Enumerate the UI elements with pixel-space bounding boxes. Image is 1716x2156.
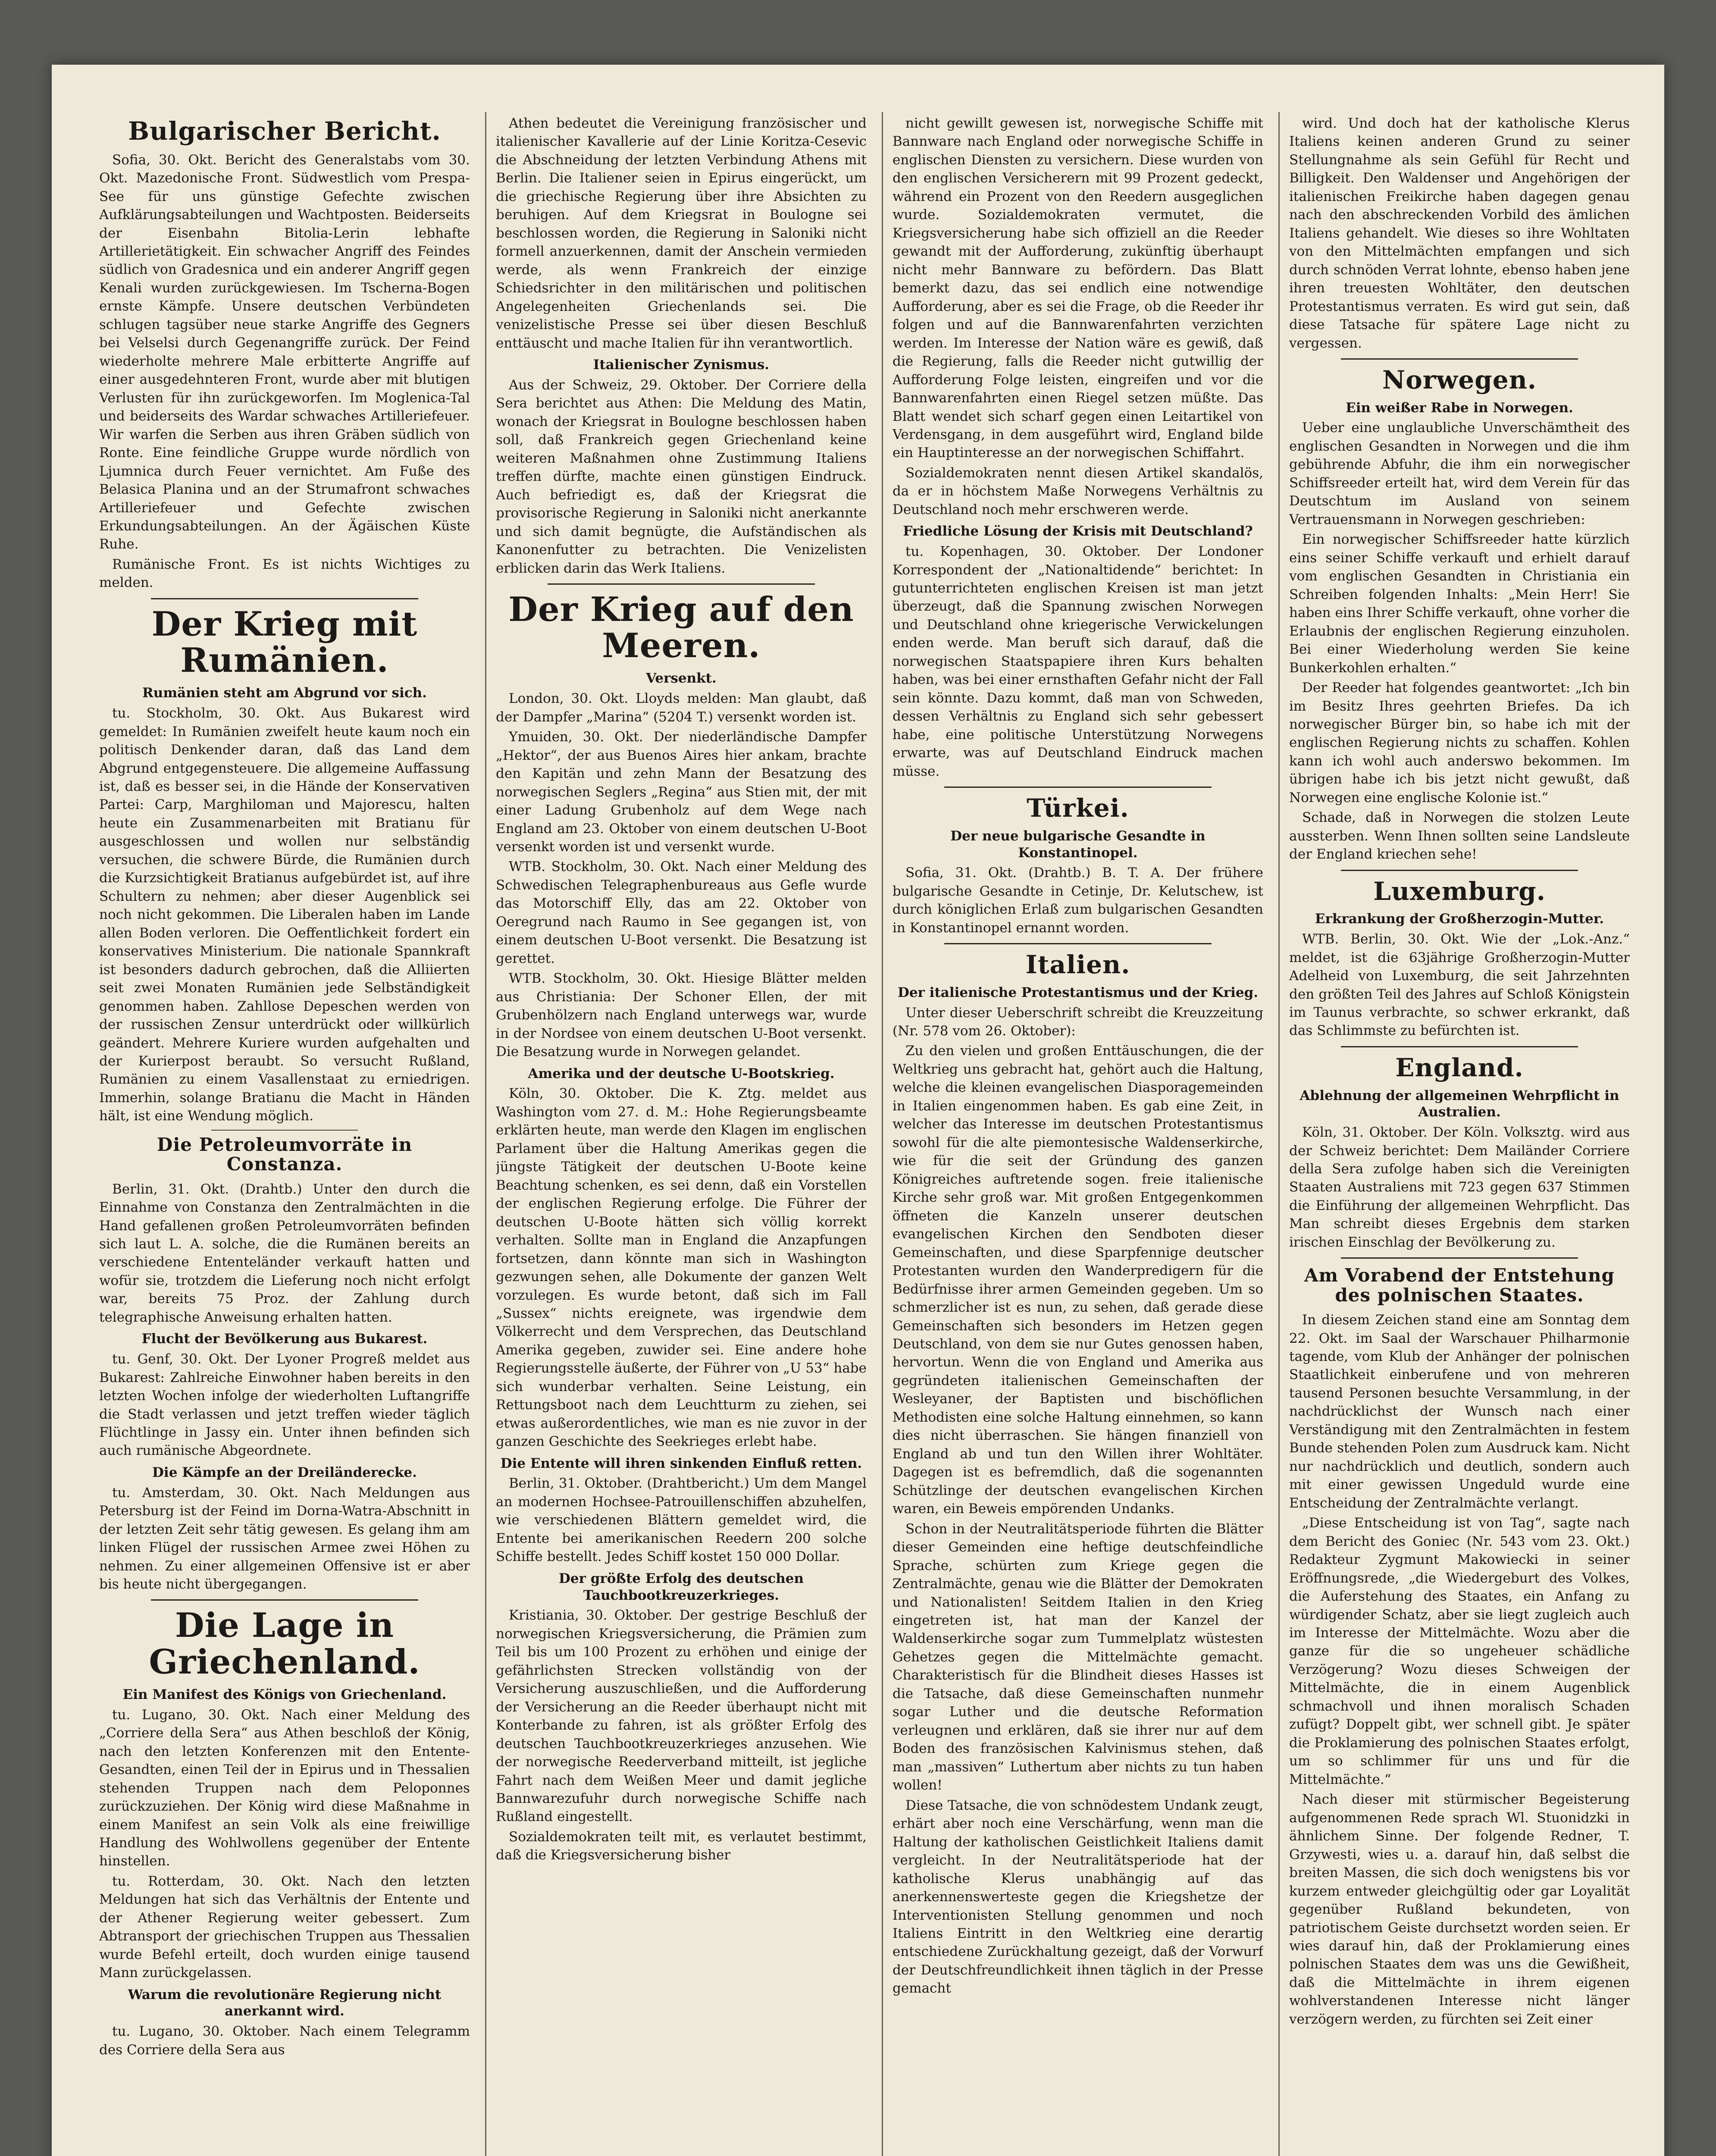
headline-england: England. [1395,1053,1524,1082]
article-paragraph: tu. Rotterdam, 30. Okt. Nach den letzten Meldungen hat sich das Verhältnis der Entente und der Athener Regierung weiter gebessert. Zum Abtransport der griechischen Truppen aus Thessalien wurde Befehl erteilt, doch wurden einige tausend Mann zurückgelassen. [99,1873,470,1981]
article-paragraph: Sofia, 30. Okt. Bericht des Generalstabs vom 30. Okt. Mazedonische Front. Südwestlich vom Prespa-See für uns günstige Gefechte zwischen Aufklärungsabteilungen und Wachtposten. Beiderseits der Eisenbahn Bitolia-Lerin lebhafte Artillerietätigkeit. Ein schwacher Angriff des Feindes südlich von Gradesnica und ein anderer Angriff gegen Kenali wurden zurückgewiesen. Im Tscherna-Bogen ernste Kämpfe. Unsere deutschen Verbündeten schlugen tagsüber neue starke Angriffe des Gegners bei Velselsi durch Gegenangriffe zurück. Der Feind wiederholte mehrere Male erbitterte Angriffe auf einer ausgedehnteren Front, wurde aber mit blutigen Verlusten für ihn zurückgeworfen. Im Moglenica-Tal und beiderseits des Wardar schwaches Artilleriefeuer. Wir warfen die Serben aus ihren Gräben südlich von Ronte. Eine feindliche Gruppe wurde nördlich von Ljumnica durch Feuer vernichtet. Am Fuße des Belasica Planina und an der Strumafront schwaches Artilleriefeuer und Gefechte zwischen Erkundungsabteilungen. An der Ägäischen Küste Ruhe. [99,152,470,552]
subheading: Warum die revolutionäre Regierung nicht anerkannt wird. [128,1987,442,2019]
subheading: Die Kämpfe an der Dreiländerecke. [152,1464,417,1480]
divider [151,1599,418,1601]
article-paragraph: In diesem Zeichen stand eine am Sonntag dem 22. Okt. im Saal der Warschauer Philharmonie tagende, vom Klub der Anhänger der polnischen Staatlichkeit einberufene und von mehreren tausend Personen besuchte Versammlung, in der nachdrücklichst der Wunsch nach einer Verständigung mit den Zentralmächten in festem Bunde stehenden Polen zum Ausdruck kam. Nicht nur nachdrücklich und deutlich, sondern auch mit einer gewissen Ungeduld wurde eine Entscheidung der Zentralmächte verlangt. [1289,1312,1630,1511]
article-paragraph: Aus der Schweiz, 29. Oktober. Der Corriere della Sera berichtet aus Athen: Die Meldung des Matin, wonach der Kriegsrat in Boulogne beschlossen haben soll, daß Frankreich gegen Griechenland keine weiteren Maßnahmen ohne Zustimmung Italiens treffen dürfte, machte einen günstigen Eindruck. Auch befriedigt es, daß der Kriegsrat die provisorische Regierung in Saloniki nicht anerkannte und sich damit begnügte, die Aufständischen als Kanonenfutter zu betrachten. Die Venizelisten erblicken darin das Werk Italiens. [496,377,867,576]
subheading: Ein Manifest des Königs von Griechenland. [122,1686,447,1702]
subheading: Der neue bulgarische Gesandte in Konstantinopel. [950,828,1206,861]
article-paragraph: WTB. Stockholm, 30. Okt. Hiesige Blätter melden aus Christiania: Der Schoner Ellen, der mit Grubenhölzern nach England unterwegs war, wurde in der Nordsee von einem deutschen U-Boot versenkt. Die Besatzung wurde in Norwegen gelandet. [496,971,867,1060]
article-paragraph: Sozialdemokraten nennt diesen Artikel skandalös, da er in höchstem Maße Norwegens Verhältnis zu Deutschland noch mehr erschweren werde. [892,465,1263,517]
article-paragraph: Nach dieser mit stürmischer Begeisterung aufgenommenen Rede sprach Wl. Stuonidzki in ähnlichem Sinne. Der folgende Redner, T. Grzywesti, wies u. a. darauf hin, daß selbst die breiten Massen, die sich doch wenigstens bis vor kurzem entweder gleichgültig oder gar Loyalität gegenüber Rußland bekundeten, von patriotischem Geiste durchsetzt worden seien. Er wies darauf hin, daß der Proklamierung eines polnischen Staates dem was uns die Gewißheit, daß die Mittelmächte in ihrem eigenen wohlverstandenen Interesse nicht länger verzögern werden, zu fürchten sei Zeit einer [1289,1792,1630,2027]
article-paragraph: tu. Kopenhagen, 30. Oktober. Der Londoner Korrespondent der „Nationaltidende“ berichtet: In gutunterrichteten englischen Kreisen ist man jetzt überzeugt, daß die Spannung zwischen Norwegen und Deutschland ohne kriegerische Verwickelungen enden werde. Man beruft sich darauf, daß die norwegischen Staatspapiere ihren Kurs behalten haben, was bei einer ernsthaften Gefahr nicht der Fall sein könnte. Dazu kommt, daß man von Schweden, dessen Verhältnis zu England sich sehr gebessert habe, eine politische Unterstützung Norwegens erwarte, was auf Deutschland Eindruck machen müsse. [892,544,1263,779]
article-paragraph: Schade, daß in Norwegen die stolzen Leute aussterben. Wenn Ihnen sollten seine Landsleute der England kriechen sehe! [1289,810,1630,862]
article-paragraph: WTB. Berlin, 30. Okt. Wie der „Lok.-Anz.“ meldet, ist die 63jährige Großherzogin-Mutter Adelheid von Luxemburg, die seit Jahrzehnten den größten Teil des Jahres auf Schloß Königstein im Taunus verbrachte, so schwer erkrankt, daß das Schlimmste zu befürchten ist. [1289,931,1630,1039]
subheading: Der italienische Protestantismus und der Krieg. [897,984,1259,1000]
headline-lage-griechenland: Die Lage in Griechenland. [149,1606,420,1682]
headline-norwegen: Norwegen. [1382,365,1537,395]
headline-italien: Italien. [1025,950,1130,980]
article-paragraph: Köln, 31. Oktober. Der Köln. Volksztg. wird aus der Schweiz berichtet: Dem Mailänder Corriere della Sera zufolge haben sich die Vereinigten Staaten Australiens mit 723 gegen 637 Stimmen die Einführung der allgemeinen Wehrpflicht. Das Man schreibt dieses Ergebnis dem starken irischen Einschlag der Bevölkerung zu. [1289,1125,1630,1250]
newspaper-page [52,65,1664,2156]
divider [944,943,1212,944]
article-paragraph: Schon in der Neutralitätsperiode führten die Blätter dieser Gemeinden eine heftige deutschfeindliche Sprache, schürten zum Kriege gegen die Zentralmächte, genau wie die Blätter der Demokraten und Nationalisten! Seitdem Italien in den Krieg eingetreten ist, hat man der Kanzel der Waldenserkirche sogar zum Tummelplatz wüstesten Gehetzes gegen die Mittelmächte gemacht. Charakteristisch für die Blindheit dieses Hasses ist die Tatsache, daß diese Gemeinschaften nunmehr sogar Luther und die deutsche Reformation verleugnen und erklären, daß sie ihrer nur auf dem Boden des französischen Kalvinismus stehen, daß man „massiven“ Luthertum aber nichts zu tun haben wollen! [892,1521,1263,1793]
article-paragraph: „Diese Entscheidung ist von Tag“, sagte nach dem Bericht des Goniec (Nr. 543 vom 23. Okt.) Redakteur Zygmunt Makowiecki in seiner Eröffnungsrede, „die Wiedergeburt des Volkes, die Auferstehung des Staates, ein Anfang zu würdigender Schatz, aber sie liegt zugleich auch im Interesse der Mittelmächte. Wozu aber die ganze für die so ungeheuer schädliche Verzögerung? Wozu dieses Schweigen der Mittelmächte, die in einem Augenblick schmachvoll und ihnen moralisch Schaden zufügt? Doppelt gibt, wer schnell gibt. Je später die Proklamierung des polnischen Staates erfolgt, um so schlimmer für uns und für die Mittelmächte.“ [1289,1515,1630,1787]
subheading: Erkrankung der Großherzogin-Mutter. [1315,911,1604,927]
column-1 [99,114,470,2156]
headline-krieg-rumaenien: Der Krieg mit Rumänien. [151,604,418,680]
article-paragraph: tu. Stockholm, 30. Okt. Aus Bukarest wird gemeldet: In Rumänien zweifelt heute kaum noch ein politisch Denkender daran, daß das Land dem Abgrund entgegensteuere. Die allgemeine Auffassung ist, daß es besser sei, in die Hände der Konservativen Partei: Carp, Marghiloman und Majorescu, halten heute ein Zusammenarbeiten mit Bratianu für ausgeschlossen und wollen nur selbständig versuchen, die schwere Bürde, die Rumänien durch die Kurzsichtigkeit Bratianus aufgebürdet ist, auf ihre Schultern zu nehmen; aber dieser Augenblick sei noch nicht gekommen. Die Liberalen haben im Lande allen Boden verloren. Die Oeffentlichkeit fordert ein konservatives Ministerium. Die nationale Spannkraft ist besonders dadurch gebrochen, daß die Alliierten seit zwei Monaten Rumänien jede Selbständigkeit genommen haben. Zahllose Depeschen werden von der russischen Zensur unterdrückt oder willkürlich geändert. Mehrere Kuriere wurden aufgehalten und der Kurierpost beraubt. So versucht Rußland, Rumänien zu einem Vasallenstaat zu erniedrigen. Immerhin, solange Bratianu die Macht in Händen hält, ist eine Wendung möglich. [99,705,470,1124]
headline-petroleumvorraete: Die Petroleumvorräte in Constanza. [157,1134,413,1175]
divider [1341,358,1578,360]
divider [1341,1257,1578,1259]
subheading: Ablehnung der allgemeinen Wehrpflicht in Australien. [1300,1087,1619,1120]
column-4 [1289,114,1630,2156]
headline-tuerkei: Türkei. [1027,793,1129,823]
column-rule [882,112,883,2156]
article-paragraph: Sozialdemokraten teilt mit, es verlautet bestimmt, daß die Kriegsversicherung bisher [496,1829,867,1863]
divider [1341,1046,1578,1047]
divider [1341,870,1578,871]
column-3 [892,114,1263,2156]
subheading: Ein weißer Rabe in Norwegen. [1346,400,1573,416]
subheading: Italienischer Zynismus. [593,357,770,373]
article-paragraph: WTB. Stockholm, 30. Okt. Nach einer Meldung des Schwedischen Telegraphenbureaus aus Gefle wurde das Motorschiff Elly, das am 22. Oktober von Oeregrund nach Raumo in See gegangen ist, von einem deutschen U-Boot versenkt. Die Besatzung ist gerettet. [496,859,867,966]
divider [944,787,1212,788]
article-paragraph: tu. Lugano, 30. Okt. Nach einer Meldung des „Corriere della Sera“ aus Athen beschloß der König, nach den letzten Konferenzen mit den Entente-Gesandten, einen Teil der in Epirus und in Thessalien stehenden Truppen nach dem Peloponnes zurückzuziehen. Der König wird diese Maßnahme in einem Manifest an sein Volk als eine freiwillige Handlung des Wohlwollens gegenüber der Entente hinstellen. [99,1707,470,1869]
subheading: Amerika und der deutsche U-Bootskrieg. [528,1065,835,1081]
column-2 [496,114,867,2156]
article-paragraph: wird. Und doch hat der katholische Klerus Italiens keinen anderen Grund zu seiner Stellungnahme als sein Gefühl für Recht und Billigkeit. Den Waldenser und Angehörigen der italienischen Freikirche haben dagegen genau nach den abschreckenden Vorbild des ämlichen Italiens gehandelt. Wie dieses so ihre Wohltaten von den Mittelmächten empfangen und sich durch schnöden Verrat lohnte, ebenso haben jene ihren treuesten Wohltäter, den deutschen Protestantismus verraten. Es wird gut sein, daß diese Tatsache für spätere Lage nicht zu vergessen. [1289,116,1630,351]
divider [211,1130,358,1131]
article-paragraph: Diese Tatsache, die von schnödestem Undank zeugt, erhärt aber noch eine Verschärfung, wenn man die Haltung der katholischen Geistlichkeit Italiens damit vergleicht. In der Neutralitätsperiode hat der katholische Klerus unabhängig auf das anerkennenswerteste gegen die Kriegshetze der Interventionisten Stellung genommen und noch Italiens Eintritt in den Weltkrieg eine derartig entschiedene Zurückhaltung gezeigt, daß der Vorwurf der Deutschfreundlichkeit ihnen täglich in der Presse gemacht [892,1797,1263,1996]
article-paragraph: tu. Lugano, 30. Oktober. Nach einem Telegramm des Corriere della Sera aus [99,2024,470,2058]
headline-vorabend-polen: Am Vorabend der Entstehung des polnischen Staates. [1304,1265,1615,1306]
article-paragraph: London, 30. Okt. Lloyds melden: Man glaubt, daß der Dampfer „Marina“ (5204 T.) versenkt worden ist. [496,691,867,725]
article-paragraph: Athen bedeutet die Vereinigung französischer und italienischer Kavallerie auf der Linie Koritza-Cesevic die Abschneidung der letzten Verbindung Athens mit Berlin. Die Italiener seien in Epirus eingerückt, um die griechische Regierung über ihre Absichten zu beruhigen. Auf dem Kriegsrat in Boulogne sei beschlossen worden, die Regierung in Saloniki nicht formell anzuerkennen, damit der Anschein vermieden werde, als wenn Frankreich der einzige Schiedsrichter in den militärischen und politischen Angelegenheiten Griechenlands sei. Die venizelistische Presse sei über diesen Beschluß enttäuscht und mache Italien für ihn verantwortlich. [496,116,867,351]
article-paragraph: nicht gewillt gewesen ist, norwegische Schiffe mit Bannware nach England oder norwegische Schiffe in englischen Diensten zu versichern. Diese wurden von den englischen Versicherern mit 99 Prozent gedeckt, während ein Prozent von den Reedern ausgeglichen wurde. Sozialdemokraten vermutet, die Kriegsversicherung habe sich offiziell an die Reeder gewandt mit der Aufforderung, zukünftig überhaupt nicht mehr Bannware zu befördern. Das Blatt bemerkt dazu, das sei endlich eine notwendige Aufforderung, aber es sei die Frage, ob die Reeder ihr folgen und auf die Bannwarenfahrten verzichten werden. Im Interesse der Nation wäre es gewiß, daß die Regierung, falls die Reeder nicht gutwillig der Aufforderung Folge leisten, eingreifen und vor die Bannwarenfahrten einen Riegel setzen müßte. Das Blatt wendet sich scharf gegen einen Leitartikel von Verdensgang, in dem ausgeführt wird, England bilde ein Hauptinteresse an der norwegischen Schiffahrt. [892,116,1263,461]
article-paragraph: Zu den vielen und großen Enttäuschungen, die der Weltkrieg uns gebracht hat, gehört auch die Haltung, welche die kleinen evangelischen Diasporagemeinden in Italien eingenommen haben. Es gab eine Zeit, in welcher das Interesse im deutschen Protestantismus sowohl für die alte piemontesische Waldenserkirche, wie für die seit der Gründung des ganzen Königreiches auftretende sogen. freie italienische Kirche sehr groß war. Mit großen Entgegenkommen öffneten die Kanzeln unserer deutschen evangelischen Kirchen den Sendboten dieser Gemeinschaften, und diese Sparpfennige deutscher Protestanten wurden den Wanderpredigern für die Bedürfnisse ihrer armen Gemeinden gegeben. Um so schmerzlicher ist es nun, zu sehen, daß gerade diese Gemeinschaften sich besonders im Hetzen gegen Deutschland, von dem sie nur Gutes genossen haben, hervortun. Wenn die von England und Amerika aus gegründeten italienischen Gemeinschaften der Wesleyaner, der Baptisten und bischöflichen Methodisten eine solche Haltung einnehmen, so kann dies nicht überraschen. Sie hängen finanziell von England ab und tun den Willen ihrer Wohltäter. Dagegen ist es befremdlich, daß die sogenannten Schützlinge der deutschen evangelischen Kirchen waren, ein Beweis empörenden Undanks. [892,1043,1263,1517]
article-paragraph: Der Reeder hat folgendes geantwortet: „Ich bin im Besitz Ihres geehrten Briefes. Da ich norwegischer Bürger bin, so habe ich mit der englischen Regierung nichts zu schaffen. Kohlen kann ich wohl auch anderswo bekommen. Im übrigen habe ich bis jetzt nicht gewußt, daß Norwegen eine englische Kolonie ist.“ [1289,680,1630,805]
article-paragraph: tu. Amsterdam, 30. Okt. Nach Meldungen aus Petersburg ist der Feind im Dorna-Watra-Abschnitt in der letzten Zeit sehr tätig gewesen. Es gelang ihm am linken Flügel der russischen Armee zwei Höhen zu nehmen. Zu einer allgemeinen Offensive ist er aber bis heute nicht übergegangen. [99,1485,470,1592]
article-paragraph: Berlin, 31. Oktober. (Drahtbericht.) Um dem Mangel an modernen Hochsee-Patrouillenschiffen abzuhelfen, wie verschiedenen Blättern gemeldet wird, die Entente bei amerikanischen Reedern 200 solche Schiffe bestellt. Jedes Schiff kostet 150 000 Dollar. [496,1476,867,1565]
headline-bulgarischer-bericht: Bulgarischer Bericht. [128,116,441,146]
article-paragraph: Ymuiden, 30. Okt. Der niederländische Dampfer „Hektor“, der aus Buenos Aires hier ankam, brachte den Kapitän und zehn Mann der Besatzung des norwegischen Seglers „Regina“ aus Stien mit, der mit einer Ladung Grubenholz auf dem Wege nach England am 23. Oktober von einem deutschen U-Boot versenkt worden ist und versenkt wurde. [496,729,867,855]
article-paragraph: Rumänische Front. Es ist nichts Wichtiges zu melden. [99,556,470,591]
divider [548,583,815,585]
subheading: Flucht der Bevölkerung aus Bukarest. [141,1331,428,1347]
article-paragraph: Ein norwegischer Schiffsreeder hatte kürzlich eins seiner Schiffe verkauft und erhielt darauf vom englischen Gesandten in Christiania ein Schreiben folgenden Inhalts: „Mein Herr! Sie haben eins Ihrer Schiffe verkauft, ohne vorher die Erlaubnis der englischen Regierung einzuholen. Bei einer Wiederholung werden Sie keine Bunkerkohlen erhalten.“ [1289,532,1630,676]
article-paragraph: tu. Genf, 30. Okt. Der Lyoner Progreß meldet aus Bukarest: Zahlreiche Einwohner haben bereits in den letzten Wochen infolge der wiederholten Luftangriffe die Stadt verlassen und jetzt treffen wieder täglich Flüchtlinge in Jassy ein. Unter ihnen befinden sich auch rumänische Abgeordnete. [99,1351,470,1459]
subheading: Friedliche Lösung der Krisis mit Deutschland? [903,523,1253,539]
headline-luxemburg: Luxemburg. [1373,876,1546,906]
subheading: Die Entente will ihren sinkenden Einfluß retten. [500,1455,862,1471]
divider [151,598,418,599]
article-paragraph: Kristiania, 30. Oktober. Der gestrige Beschluß der norwegischen Kriegsversicherung, die Prämien zum Teil bis um 100 Prozent zu erhöhen und einige der gefährlichsten Strecken vollständig von der Versicherung auszuschließen, und die Aufforderung der Versicherung an die Reeder überhaupt nicht mit Konterbande zu fahren, ist als größter Erfolg des deutschen Tauchbootkreuzerkrieges anzusehen. Wie der norwegische Reederverband mitteilt, ist jegliche Fahrt nach dem Weißen Meer und damit jegliche Bannwarezufuhr durch norwegische Schiffe nach Rußland eingestellt. [496,1608,867,1825]
headline-krieg-meeren: Der Krieg auf den Meeren. [508,590,854,666]
article-paragraph: Ueber eine unglaubliche Unverschämtheit des englischen Gesandten in Norwegen und die ihm gebührende Abfuhr, die ihm ein norwegischer Schiffsreeder erteilt hat, wird dem Verein für das Deutschtum im Ausland von seinem Vertrauensmann in Norwegen geschrieben: [1289,420,1630,527]
article-paragraph: Sofia, 31. Okt. (Drahtb.) B. T. A. Der frühere bulgarische Gesandte in Cetinje, Dr. Kelutschew, ist durch königlichen Erlaß zum bulgarischen Gesandten in Konstantinopel ernannt worden. [892,865,1263,936]
column-rule [485,112,486,2156]
subheading: Versenkt. [646,671,717,686]
article-paragraph: Berlin, 31. Okt. (Drahtb.) Unter den durch die Einnahme von Constanza den Zentralmächten in die Hand gefallenen großen Petroleumvorräten befinden sich laut L. A. solche, die die Rumänen bereits an verschiedene Ententeländer verkauft hatten und wofür sie, trotzdem die Lieferung noch nicht erfolgt war, bereits 75 Proz. der Zahlung durch telegraphische Anweisung erhalten hatten. [99,1181,470,1325]
column-rule [1278,112,1280,2156]
subheading: Rumänien steht am Abgrund vor sich. [142,685,427,701]
subheading: Der größte Erfolg des deutschen Tauchbootkreuzerkrieges. [558,1570,804,1603]
article-paragraph: Köln, 30. Oktober. Die K. Ztg. meldet aus Washington vom 27. d. M.: Hohe Regierungsbeamte erklärten heute, man werde den Klagen im englischen Parlament über die Haltung Amerikas gegen die jüngste Tätigkeit der deutschen U-Boote keine Beachtung schenken, es sei denn, daß ein Vorstellen der englischen Regierung erfolge. Die Führer der deutschen U-Boote hätten sich völlig korrekt verhalten. Sollte man in England die Anzapfungen fortsetzen, dann könnte man sich in Washington gezwungen sehen, alle Dokumente der ganzen Welt vorzulegen. Es wurde betont, daß sich im Fall „Sussex“ nichts ereignete, was irgendwie dem Völkerrecht und dem Versprechen, das Deutschland Amerika gegeben, zuwider sei. Eine andere hohe Regierungsstelle äußerte, der Führer von „U 53“ habe sich wunderbar verhalten. Seine Leistung, ein Rettungsboot nach dem Leuchtturm zu ziehen, sei etwas außerordentliches, wie man es nie zuvor in der ganzen Geschichte des Seekrieges erlebt habe. [496,1086,867,1450]
article-paragraph: Unter dieser Ueberschrift schreibt die Kreuzzeitung (Nr. 578 vom 26. Oktober): [892,1005,1263,1039]
